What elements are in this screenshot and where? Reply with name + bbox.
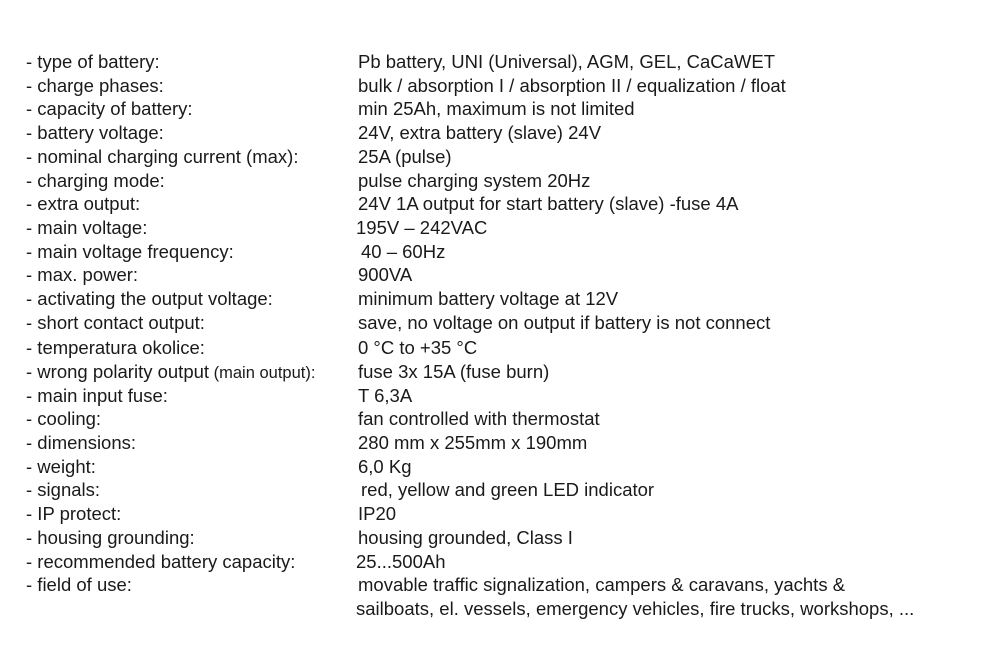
spec-label: - housing grounding: <box>26 527 195 548</box>
spec-value: T 6,3A <box>358 385 413 406</box>
spec-value-line: movable traffic signalization, campers & caravans, yachts & <box>358 574 846 595</box>
spec-label: - dimensions: <box>26 432 137 453</box>
spec-label: - battery voltage: <box>26 122 164 143</box>
spec-label: - IP protect: <box>26 503 122 524</box>
spec-value-line: sailboats, el. vessels, emergency vehicles, fire trucks, workshops, ... <box>356 598 915 619</box>
spec-value: 24V 1A output for start battery (slave) -fuse 4A <box>358 193 739 214</box>
spec-row-max-power <box>0 263 1000 287</box>
spec-value: 280 mm x 255mm x 190mm <box>358 432 588 453</box>
spec-label: - signals: <box>26 479 101 500</box>
spec-row-recommended-battery-capacity <box>0 550 1000 574</box>
spec-value: 25A (pulse) <box>358 146 452 167</box>
spec-row-nominal-charging-current <box>0 145 1000 169</box>
spec-row-extra-output <box>0 192 1000 216</box>
spec-label: - nominal charging current (max): <box>26 146 299 167</box>
spec-row-main-voltage-frequency <box>0 240 1000 264</box>
spec-row-temperatura-okolice <box>0 336 1000 360</box>
spec-row-short-contact-output <box>0 311 1000 335</box>
spec-value: 6,0 Kg <box>358 456 412 477</box>
spec-value: fuse 3x 15A (fuse burn) <box>358 361 550 382</box>
spec-value: red, yellow and green LED indicator <box>361 479 655 500</box>
spec-label: - temperatura okolice: <box>26 337 205 358</box>
spec-value: 900VA <box>358 264 413 285</box>
spec-value: fan controlled with thermostat <box>358 408 600 429</box>
spec-label: - weight: <box>26 456 96 477</box>
spec-row-charging-mode <box>0 169 1000 193</box>
spec-row-ip-protect <box>0 502 1000 526</box>
spec-value: min 25Ah, maximum is not limited <box>358 98 635 119</box>
spec-value <box>358 573 914 621</box>
spec-row-field-of-use <box>0 573 1000 621</box>
spec-label: - short contact output: <box>26 312 205 333</box>
spec-label: - charge phases: <box>26 75 164 96</box>
spec-label: - main input fuse: <box>26 385 168 406</box>
spec-label: - charging mode: <box>26 170 165 191</box>
spec-label: - cooling: <box>26 408 102 429</box>
spec-label: - field of use: <box>26 574 132 595</box>
spec-label: - recommended battery capacity: <box>26 551 296 572</box>
spec-value: 24V, extra battery (slave) 24V <box>358 122 602 143</box>
spec-value: 40 – 60Hz <box>361 241 446 262</box>
spec-label: - main voltage frequency: <box>26 241 234 262</box>
spec-value: save, no voltage on output if battery is not connect <box>358 312 771 333</box>
spec-row-main-voltage <box>0 216 1000 240</box>
spec-row-weight <box>0 455 1000 479</box>
spec-value: IP20 <box>358 503 397 524</box>
spec-label-note: (main output): <box>209 364 316 382</box>
spec-value: bulk / absorption I / absorption II / equalization / float <box>358 75 786 96</box>
spec-row-activating-output-voltage <box>0 287 1000 311</box>
spec-value: minimum battery voltage at 12V <box>358 288 619 309</box>
spec-value: 0 °C to +35 °C <box>358 337 478 358</box>
spec-row-wrong-polarity-output <box>0 360 1000 384</box>
spec-value: Pb battery, UNI (Universal), AGM, GEL, CaCaWET <box>358 51 776 72</box>
spec-label: - extra output: <box>26 193 141 214</box>
spec-row-dimensions <box>0 431 1000 455</box>
spec-row-signals <box>0 478 1000 502</box>
spec-row-main-input-fuse <box>0 384 1000 408</box>
spec-label: - max. power: <box>26 264 139 285</box>
spec-value: 25...500Ah <box>356 551 446 572</box>
spec-label <box>26 360 315 385</box>
spec-row-battery-voltage <box>0 121 1000 145</box>
spec-label: - type of battery: <box>26 51 160 72</box>
spec-row-cooling <box>0 407 1000 431</box>
spec-value: 195V – 242VAC <box>356 217 488 238</box>
spec-row-capacity-of-battery <box>0 97 1000 121</box>
spec-row-type-of-battery <box>0 50 1000 74</box>
spec-row-housing-grounding <box>0 526 1000 550</box>
spec-row-charge-phases <box>0 74 1000 98</box>
spec-label: - activating the output voltage: <box>26 288 273 309</box>
spec-label: - capacity of battery: <box>26 98 193 119</box>
spec-label: - main voltage: <box>26 217 148 238</box>
spec-value: pulse charging system 20Hz <box>358 170 591 191</box>
spec-label-main: - wrong polarity output <box>26 361 210 382</box>
spec-value: housing grounded, Class I <box>358 527 573 548</box>
